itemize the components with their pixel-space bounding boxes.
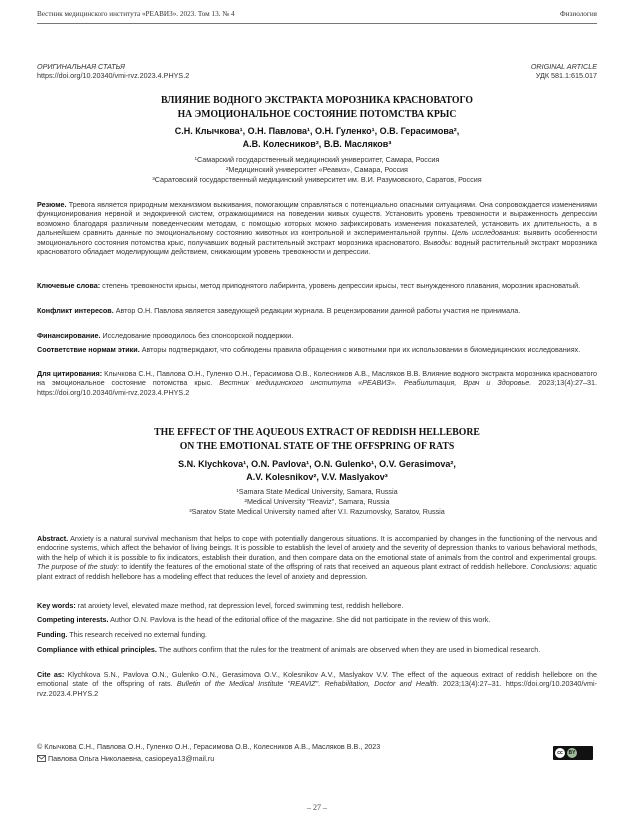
affiliations-en: ¹Samara State Medical University, Samara, Russia ²Medical University "Reaviz", Samara, Russia ³Saratov State Medical University named after V.I. Razumovsky, Saratov, Russia [189, 487, 445, 516]
by-badge: BY [568, 750, 576, 756]
abstract-ru: Резюме. Тревога является природным механизмом выживания, помогающим справляться с потенциально опасными ситуациями. Она сопровождается изменениями функционирования нервной и эндокринной систем, отражающимися на поведении живых существ. Установить уровень тревожности и выраженность депрессии возможно благодаря различным поведенческим методам, с помощью которых можно зафиксировать изменения показателей, установить их длительность, а в дальнейшем сравнить данные по эмоциональному состоянию животных из контрольной и экспериментальной группы. Цель исследования: выявить особенности эмоционального состояния потомства крыс, получавших водный растительный экстракт морозника красноватого. Выводы: водный растительный экстракт морозника красноватого обладает моделирующим действием, снижающим уровень тревожности и депрессии. [37, 200, 598, 257]
article-type-ru: ОРИГИНАЛЬНАЯ СТАТЬЯ [37, 62, 125, 71]
page-number: – 27 – [307, 803, 327, 812]
creative-commons-icon[interactable] [553, 746, 593, 760]
running-header [37, 10, 597, 22]
authors-en: S.N. Klychkova¹, O.N. Pavlova¹, O.N. Gulenko¹, O.V. Gerasimova², A.V. Kolesnikov², V.V. Maslyakov³ [178, 459, 456, 482]
header-divider [37, 23, 597, 24]
affiliations-ru: ¹Самарский государственный медицинский университет, Самара, Россия ²Медицинский университет «Реавиз», Самара, Россия ³Саратовский государственный медицинский университет им. В.И. Разумовского, Саратов, Россия [152, 155, 482, 184]
funding-ru: Финансирование. Исследование проводилось без спонсорской поддержки. [37, 331, 294, 340]
journal-name: Вестник медицинского института «РЕАВИЗ». 2023. Том 13. № 4 [37, 10, 235, 18]
article-type-en: ORIGINAL ARTICLE [530, 62, 597, 71]
citation-en: Cite as: Klychkova S.N., Pavlova O.N., Gulenko O.N., Gerasimova O.V., Kolesnikov A.V., Maslyakov V.V. The effect of the aqueous extract of reddish hellebore on the emotional state of the offspring of rats. Bulletin of the Medical Institute "REAVIZ". Rehabilitation, Doctor and Health. 2023;13(4):27–31. https://doi.org/10.20340/vmi-rvz.2023.4.PHYS.2 [37, 670, 598, 698]
keywords-ru: Ключевые слова: степень тревожности крысы, метод приподнятого лабиринта, уровень депрессии крысы, тест вынужденного плавания, морозник красноватый. [37, 281, 581, 290]
title-en: THE EFFECT OF THE AQUEOUS EXTRACT OF REDDISH HELLEBORE ON THE EMOTIONAL STATE OF THE OFFSPRING OF RATS [154, 427, 480, 452]
funding-en: Funding. This research received no external funding. [37, 630, 208, 639]
contact-email[interactable]: casiopeya13@mail.ru [144, 754, 215, 763]
title-ru: ВЛИЯНИЕ ВОДНОГО ЭКСТРАКТА МОРОЗНИКА КРАСНОВАТОГО НА ЭМОЦИОНАЛЬНОЕ СОСТОЯНИЕ ПОТОМСТВА КРЫС [160, 95, 474, 120]
conflict-en: Competing interests. Author O.N. Pavlova is the head of the editorial office of the magazine. She did not participate in the review of this work. [37, 615, 491, 624]
contact-name: Павлова Ольга Николаевна, [48, 754, 143, 763]
udk-code: УДК 581.1:615.017 [535, 71, 597, 80]
envelope-icon [37, 755, 46, 762]
cc-badge: cc [555, 748, 565, 758]
section-name: Физиология [560, 10, 597, 18]
doi-link[interactable]: https://doi.org/10.20340/vmi-rvz.2023.4.PHYS.2 [37, 71, 190, 80]
citation-ru: Для цитирования: Клычкова С.Н., Павлова О.Н., Гуленко О.Н., Герасимова О.В., Колесников А.В., Масляков В.В. Влияние водного экстракта морозника красноватого на эмоциональное состояние потомства крыс. Вестник медицинского института «РЕАВИЗ». Реабилитация, Врач и Здоровье. 2023;13(4):27–31. https://doi.org/10.20340/vmi-rvz.2023.4.PHYS.2 [37, 369, 598, 397]
authors-ru: С.Н. Клычкова¹, О.Н. Павлова¹, О.Н. Гуленко¹, О.В. Герасимова², А.В. Колесников², В.В. Масляков³ [174, 126, 460, 149]
ethics-en: Compliance with ethical principles. The authors confirm that the rules for the treatment of animals are observed when they are used in biomedical research. [37, 645, 541, 654]
keywords-en: Key words: rat anxiety level, elevated maze method, rat depression level, forced swimming test, reddish hellebore. [37, 601, 404, 610]
abstract-en: Abstract. Anxiety is a natural survival mechanism that helps to cope with potentially dangerous situations. It is accompanied by changes in the functioning of the nervous and endocrine systems, which affect the behavior of living beings. It is possible to establish the level of anxiety and the severity of depression thanks to various behavioral methods, with the help of which it is possible to fix indicators, establish their duration, and then compare data on the emotional state of animals from the control and experimental groups. The purpose of the study: to identify the features of the emotional state of the offspring of rats that received an aqueous plant extract of reddish hellebore. Conclusions: aquatic plant extract of reddish hellebore has a modeling effect that reduces the level of anxiety and depression. [37, 534, 597, 581]
contact-line [37, 754, 214, 764]
ethics-ru: Соответствие нормам этики. Авторы подтверждают, что соблюдены правила обращения с животными при их использовании в биомедицинских исследованиях. [37, 345, 581, 354]
conflict-ru: Конфликт интересов. Автор О.Н. Павлова является заведующей редакции журнала. В рецензировании данной работы участия не принимала. [37, 306, 521, 315]
copyright-line: © Клычкова С.Н., Павлова О.Н., Гуленко О.Н., Герасимова О.В., Колесников А.В., Масляков В.В., 2023 [37, 742, 381, 751]
